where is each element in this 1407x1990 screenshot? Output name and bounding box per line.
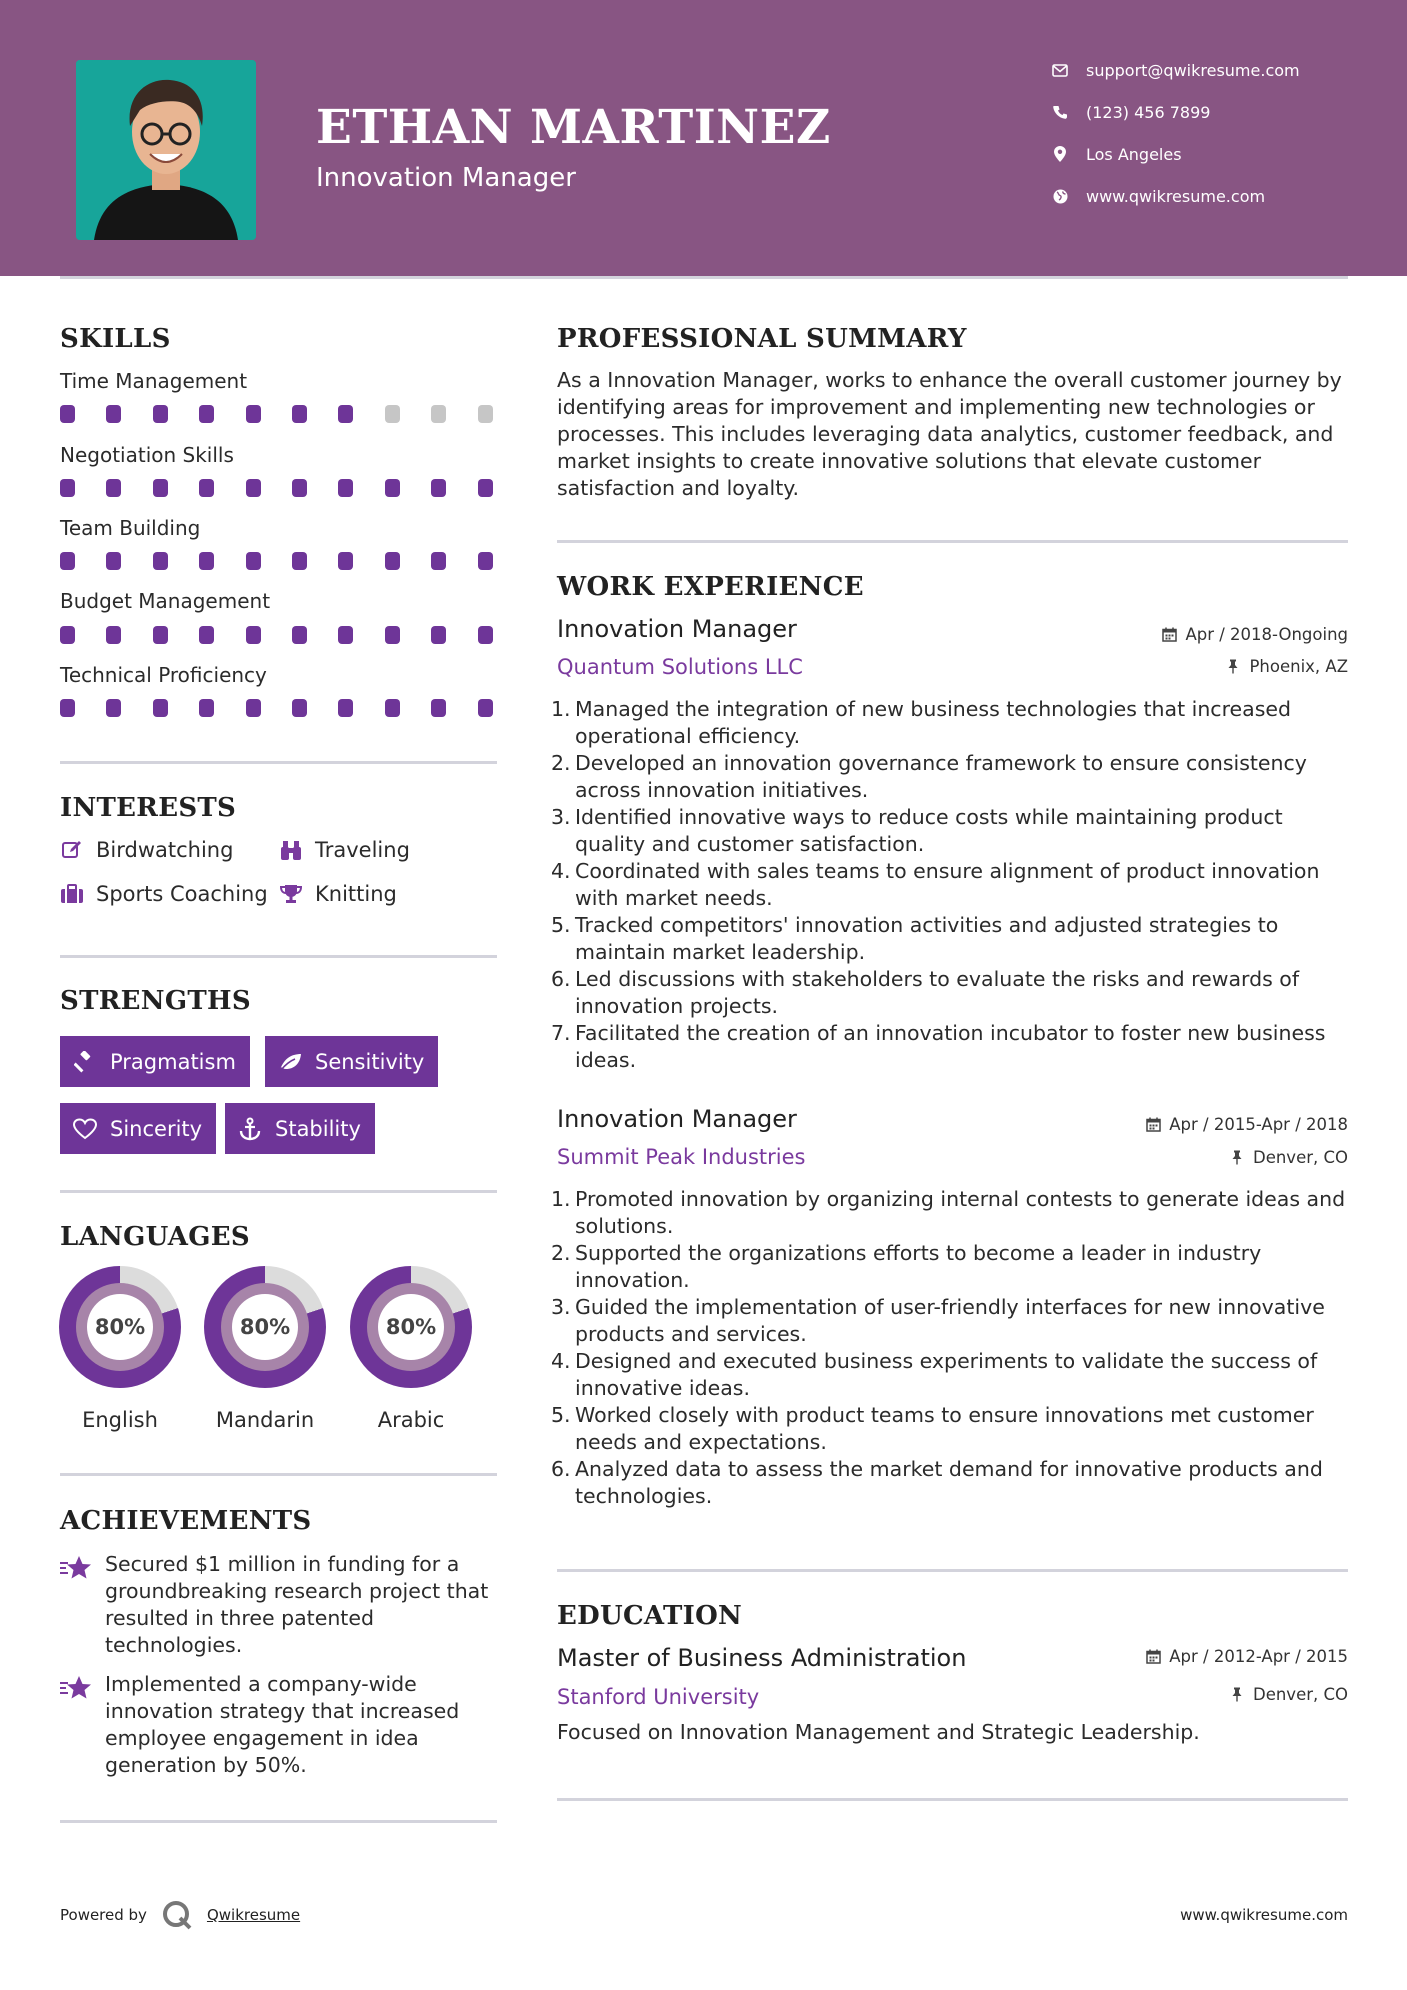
section-divider bbox=[557, 540, 1348, 543]
summary-text: As a Innovation Manager, works to enhance the overall customer journey by identifying areas for improvement and implementing new technologies or processes. This includes leveraging data analytics, customer feedback, and market insights to create innovative solutions that elevate customer satisfaction and loyalty. bbox=[557, 368, 1342, 500]
skill-dot-filled bbox=[292, 626, 307, 644]
degree-title: Master of Business Administration bbox=[557, 1644, 967, 1672]
strength-label: Pragmatism bbox=[110, 1049, 236, 1074]
job-responsibilities bbox=[553, 1186, 1358, 1510]
language-percent: 80% bbox=[378, 1294, 444, 1360]
candidate-name: ETHAN MARTINEZ bbox=[316, 100, 831, 155]
briefcase-icon bbox=[60, 882, 84, 906]
skill-dot-filled bbox=[106, 699, 121, 717]
qwikresume-logo-icon bbox=[161, 1899, 193, 1931]
skill-dot-filled bbox=[106, 552, 121, 570]
contact-phone-text: (123) 456 7899 bbox=[1086, 102, 1211, 122]
skill-dot-empty bbox=[478, 405, 493, 423]
responsibility-item: 7. Facilitated the creation of an innovation incubator to foster new business ideas. bbox=[551, 1021, 1326, 1072]
header-divider bbox=[60, 276, 1348, 279]
skill-dot-filled bbox=[385, 626, 400, 644]
skill-dot-filled bbox=[431, 552, 446, 570]
skill-dot-filled bbox=[199, 552, 214, 570]
skill-dot-filled bbox=[60, 626, 75, 644]
envelope-icon bbox=[1050, 60, 1070, 80]
anchor-icon bbox=[237, 1116, 263, 1142]
interest-item bbox=[60, 838, 233, 862]
skill-dot-filled bbox=[385, 552, 400, 570]
achievements-heading: ACHIEVEMENTS bbox=[60, 1506, 312, 1536]
skill-dot-filled bbox=[153, 552, 168, 570]
qwikresume-link[interactable]: Qwikresume bbox=[206, 1906, 301, 1924]
candidate-title: Innovation Manager bbox=[316, 163, 576, 193]
responsibility-item: 6. Led discussions with stakeholders to evaluate the risks and rewards of innovation projects. bbox=[551, 967, 1300, 1018]
skill-dot-filled bbox=[338, 626, 353, 644]
contact-email[interactable] bbox=[1050, 56, 1300, 84]
strength-chip bbox=[60, 1036, 250, 1087]
job-title: Innovation Manager bbox=[557, 1105, 797, 1133]
skill-dot-filled bbox=[478, 699, 493, 717]
skill-rating bbox=[60, 626, 500, 644]
strength-label: Sincerity bbox=[110, 1116, 203, 1141]
skill-dot-filled bbox=[153, 479, 168, 497]
skill-rating bbox=[60, 699, 500, 717]
interests-heading: INTERESTS bbox=[60, 793, 237, 823]
interest-label: Sports Coaching bbox=[96, 882, 268, 906]
strengths-heading: STRENGTHS bbox=[60, 986, 251, 1016]
star-achievement-icon bbox=[60, 1675, 92, 1703]
experience-heading: WORK EXPERIENCE bbox=[557, 572, 864, 602]
section-divider bbox=[60, 1820, 497, 1823]
skill-dot-filled bbox=[338, 699, 353, 717]
calendar-icon bbox=[1145, 1649, 1161, 1665]
skill-dot-filled bbox=[199, 699, 214, 717]
job-dates-text: Apr / 2015-Apr / 2018 bbox=[1169, 1115, 1348, 1134]
skill-dot-filled bbox=[338, 479, 353, 497]
skill-dot-filled bbox=[60, 479, 75, 497]
company-name: Quantum Solutions LLC bbox=[557, 655, 803, 679]
responsibility-item: 1. Promoted innovation by organizing internal contests to generate ideas and solutions. bbox=[551, 1187, 1346, 1238]
job-dates bbox=[1161, 625, 1348, 644]
skill-dot-filled bbox=[106, 405, 121, 423]
skills-heading: SKILLS bbox=[60, 324, 171, 354]
contact-website[interactable] bbox=[1050, 182, 1265, 210]
school-name: Stanford University bbox=[557, 1685, 760, 1709]
interest-item bbox=[279, 882, 397, 906]
phone-icon bbox=[1050, 102, 1070, 122]
strength-chip bbox=[60, 1103, 216, 1154]
strength-chip bbox=[225, 1103, 375, 1154]
skill-dot-filled bbox=[153, 405, 168, 423]
responsibility-item: 3. Guided the implementation of user-friendly interfaces for new innovative products and services. bbox=[551, 1295, 1325, 1346]
achievement-text: Secured $1 million in funding for a groundbreaking research project that resulted in three patented technologies. bbox=[105, 1552, 489, 1657]
education-location bbox=[1229, 1685, 1348, 1704]
job-location bbox=[1229, 1148, 1348, 1167]
profile-photo bbox=[76, 60, 256, 240]
job-location-text: Phoenix, AZ bbox=[1249, 657, 1348, 676]
skill-name: Technical Proficiency bbox=[60, 663, 267, 687]
skill-dot-empty bbox=[431, 405, 446, 423]
map-pin-icon bbox=[1050, 144, 1070, 164]
skill-dot-filled bbox=[60, 552, 75, 570]
calendar-icon bbox=[1161, 627, 1177, 643]
language-percent: 80% bbox=[232, 1294, 298, 1360]
edit-icon bbox=[60, 838, 84, 862]
skill-name: Team Building bbox=[60, 516, 201, 540]
skill-dot-filled bbox=[60, 405, 75, 423]
job-location-text: Denver, CO bbox=[1252, 1148, 1348, 1167]
interest-label: Traveling bbox=[315, 838, 410, 862]
interest-item bbox=[279, 838, 410, 862]
job-location bbox=[1225, 657, 1348, 676]
responsibility-item: 4. Designed and executed business experiments to validate the success of innovative ideas. bbox=[551, 1349, 1318, 1400]
education-location-text: Denver, CO bbox=[1252, 1685, 1348, 1704]
responsibility-item: 5. Tracked competitors' innovation activities and adjusted strategies to maintain market leadership. bbox=[551, 913, 1279, 964]
skill-dot-filled bbox=[199, 405, 214, 423]
binoculars-icon bbox=[279, 838, 303, 862]
section-divider bbox=[557, 1798, 1348, 1801]
skill-dot-filled bbox=[431, 626, 446, 644]
strength-label: Stability bbox=[275, 1116, 361, 1141]
company-name: Summit Peak Industries bbox=[557, 1145, 806, 1169]
skill-name: Time Management bbox=[60, 369, 248, 393]
job-dates bbox=[1145, 1115, 1348, 1134]
interest-item bbox=[60, 882, 268, 906]
summary-heading: PROFESSIONAL SUMMARY bbox=[557, 324, 967, 354]
calendar-icon bbox=[1145, 1117, 1161, 1133]
contact-location-text: Los Angeles bbox=[1086, 144, 1182, 164]
skill-dot-filled bbox=[246, 405, 261, 423]
responsibility-item: 4. Coordinated with sales teams to ensure alignment of product innovation with market needs. bbox=[551, 859, 1320, 910]
section-divider bbox=[60, 761, 497, 764]
skill-dot-filled bbox=[385, 479, 400, 497]
skill-dot-empty bbox=[385, 405, 400, 423]
section-divider bbox=[60, 955, 497, 958]
education-dates bbox=[1145, 1647, 1348, 1666]
powered-by-text: Powered by bbox=[60, 1906, 147, 1924]
contact-location bbox=[1050, 140, 1182, 168]
skill-dot-filled bbox=[292, 479, 307, 497]
star-achievement-icon bbox=[60, 1555, 92, 1583]
achievement-text: Implemented a company-wide innovation strategy that increased employee engagement in idea generation by 50%. bbox=[105, 1672, 460, 1777]
skill-dot-filled bbox=[292, 405, 307, 423]
language-name: Mandarin bbox=[215, 1408, 315, 1432]
language-percent: 80% bbox=[87, 1294, 153, 1360]
footer-branding bbox=[60, 1899, 300, 1931]
skill-dot-filled bbox=[106, 479, 121, 497]
section-divider bbox=[557, 1569, 1348, 1572]
education-dates-text: Apr / 2012-Apr / 2015 bbox=[1169, 1647, 1348, 1666]
skill-dot-filled bbox=[292, 552, 307, 570]
responsibility-item: 2. Developed an innovation governance framework to ensure consistency across innovation initiatives. bbox=[551, 751, 1307, 802]
skill-dot-filled bbox=[478, 552, 493, 570]
heart-icon bbox=[72, 1116, 98, 1142]
contact-website-text: www.qwikresume.com bbox=[1086, 186, 1266, 206]
leaf-icon bbox=[277, 1049, 303, 1075]
skill-dot-filled bbox=[106, 626, 121, 644]
section-divider bbox=[60, 1473, 497, 1476]
skill-dot-filled bbox=[153, 699, 168, 717]
footer-website[interactable]: www.qwikresume.com bbox=[1180, 1906, 1348, 1924]
pushpin-icon bbox=[1225, 659, 1241, 675]
skill-dot-filled bbox=[199, 626, 214, 644]
skill-dot-filled bbox=[153, 626, 168, 644]
skill-dot-filled bbox=[246, 552, 261, 570]
person-avatar-icon bbox=[76, 60, 256, 240]
contact-phone[interactable] bbox=[1050, 98, 1210, 126]
strength-chip bbox=[265, 1036, 438, 1087]
skill-dot-filled bbox=[199, 479, 214, 497]
job-dates-text: Apr / 2018-Ongoing bbox=[1185, 625, 1348, 644]
interest-label: Birdwatching bbox=[96, 838, 234, 862]
skill-dot-filled bbox=[478, 626, 493, 644]
skill-dot-filled bbox=[338, 405, 353, 423]
responsibility-item: 3. Identified innovative ways to reduce costs while maintaining product quality and customer satisfaction. bbox=[551, 805, 1283, 856]
language-name: English bbox=[82, 1408, 158, 1432]
skill-dot-filled bbox=[246, 699, 261, 717]
skill-name: Negotiation Skills bbox=[60, 443, 234, 467]
strength-label: Sensitivity bbox=[315, 1049, 425, 1074]
language-name: Arabic bbox=[377, 1408, 445, 1432]
skill-dot-filled bbox=[292, 699, 307, 717]
contact-email-text: support@qwikresume.com bbox=[1086, 60, 1300, 80]
languages-heading: LANGUAGES bbox=[60, 1222, 250, 1252]
skill-rating bbox=[60, 552, 500, 570]
job-title: Innovation Manager bbox=[557, 615, 797, 643]
education-heading: EDUCATION bbox=[557, 1601, 743, 1631]
skill-dot-filled bbox=[431, 699, 446, 717]
education-description: Focused on Innovation Management and Strategic Leadership. bbox=[557, 1720, 1200, 1744]
section-divider bbox=[60, 1190, 497, 1193]
responsibility-item: 2. Supported the organizations efforts to become a leader in industry innovation. bbox=[551, 1241, 1262, 1292]
responsibility-item: 1. Managed the integration of new business technologies that increased operational efficiency. bbox=[551, 697, 1292, 748]
skill-dot-filled bbox=[60, 699, 75, 717]
job-responsibilities bbox=[553, 696, 1358, 1074]
skill-rating bbox=[60, 405, 500, 423]
pushpin-icon bbox=[1229, 1687, 1245, 1703]
globe-icon bbox=[1050, 186, 1070, 206]
skill-dot-filled bbox=[431, 479, 446, 497]
skill-dot-filled bbox=[246, 479, 261, 497]
skill-rating bbox=[60, 479, 500, 497]
skill-dot-filled bbox=[338, 552, 353, 570]
trophy-icon bbox=[279, 882, 303, 906]
responsibility-item: 5. Worked closely with product teams to ensure innovations met customer needs and expectations. bbox=[551, 1403, 1314, 1454]
resume-header bbox=[0, 0, 1407, 276]
interest-label: Knitting bbox=[315, 882, 397, 906]
gavel-icon bbox=[72, 1049, 98, 1075]
skill-name: Budget Management bbox=[60, 589, 271, 613]
skill-dot-filled bbox=[478, 479, 493, 497]
skill-dot-filled bbox=[385, 699, 400, 717]
responsibility-item: 6. Analyzed data to assess the market demand for innovative products and technologies. bbox=[551, 1457, 1323, 1508]
skill-dot-filled bbox=[246, 626, 261, 644]
pushpin-icon bbox=[1229, 1150, 1245, 1166]
